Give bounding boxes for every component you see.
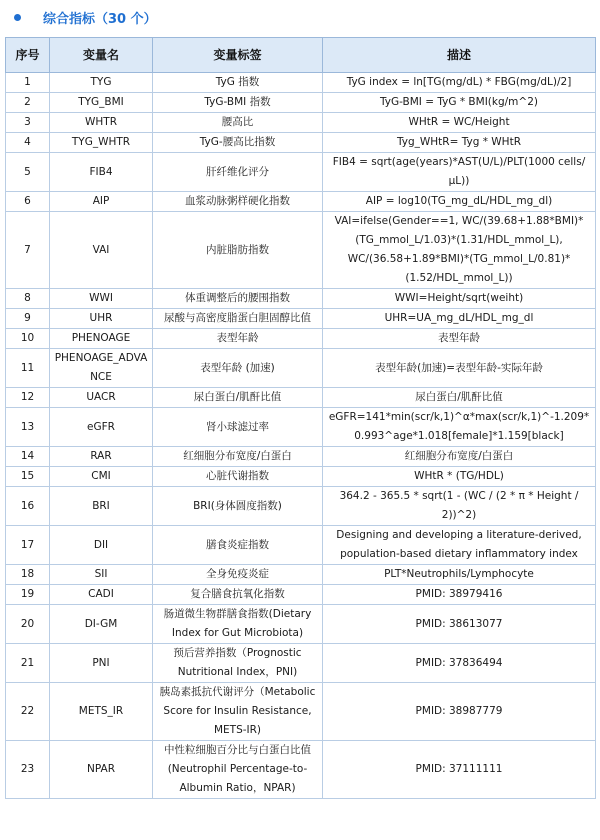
- column-header-description: 描述: [323, 38, 596, 73]
- table-row: [6, 73, 596, 93]
- variable-name: WWI: [50, 289, 153, 309]
- description: PMID: 37836494: [323, 644, 596, 683]
- description: PMID: 38987779: [323, 683, 596, 741]
- variable-name: RAR: [50, 447, 153, 467]
- variable-name: PHENOAGE: [50, 329, 153, 349]
- table-row: [6, 133, 596, 153]
- row-number: 12: [6, 388, 50, 408]
- table-row: [6, 644, 596, 683]
- description: AIP = log10(TG_mg_dL/HDL_mg_dl): [323, 192, 596, 212]
- variable-label: BRI(身体圆度指数): [153, 487, 323, 526]
- row-number: 17: [6, 526, 50, 565]
- variable-label: TyG-BMI 指数: [153, 93, 323, 113]
- description: 表型年龄: [323, 329, 596, 349]
- table-row: [6, 113, 596, 133]
- column-header-variable: 变量名: [50, 38, 153, 73]
- table-row: [6, 408, 596, 447]
- variable-label: 复合膳食抗氧化指数: [153, 585, 323, 605]
- row-number: 22: [6, 683, 50, 741]
- variable-label: 中性粒细胞百分比与白蛋白比值(Neutrophil Percentage-to-Albumin Ratio，NPAR): [153, 741, 323, 799]
- row-number: 1: [6, 73, 50, 93]
- description: Designing and developing a literature-derived, population-based dietary inflammatory index: [323, 526, 596, 565]
- variable-label: 肝纤维化评分: [153, 153, 323, 192]
- variable-name: CMI: [50, 467, 153, 487]
- row-number: 14: [6, 447, 50, 467]
- variable-name: TYG_BMI: [50, 93, 153, 113]
- variable-name: NPAR: [50, 741, 153, 799]
- variable-label: 膳食炎症指数: [153, 526, 323, 565]
- description: PLT*Neutrophils/Lymphocyte: [323, 565, 596, 585]
- table-row: [6, 212, 596, 289]
- variable-name: SII: [50, 565, 153, 585]
- row-number: 23: [6, 741, 50, 799]
- table-row: [6, 605, 596, 644]
- table-row: [6, 309, 596, 329]
- variable-name: DII: [50, 526, 153, 565]
- description: eGFR=141*min(scr/k,1)^α*max(scr/k,1)^-1.209*0.993^age*1.018[female]*1.159[black]: [323, 408, 596, 447]
- row-number: 13: [6, 408, 50, 447]
- row-number: 3: [6, 113, 50, 133]
- row-number: 20: [6, 605, 50, 644]
- section-title: 综合指标（30 个）: [43, 11, 157, 27]
- row-number: 16: [6, 487, 50, 526]
- variable-label: 体重调整后的腰围指数: [153, 289, 323, 309]
- description: PMID: 38979416: [323, 585, 596, 605]
- column-header-label: 变量标签: [153, 38, 323, 73]
- table-row: [6, 565, 596, 585]
- table-row: [6, 329, 596, 349]
- variable-label: TyG 指数: [153, 73, 323, 93]
- table-row: [6, 388, 596, 408]
- variable-label: 肠道微生物群膳食指数(Dietary Index for Gut Microbiota): [153, 605, 323, 644]
- table-row: [6, 93, 596, 113]
- row-number: 21: [6, 644, 50, 683]
- table-row: [6, 741, 596, 799]
- variable-label: 胰岛素抵抗代谢评分（Metabolic Score for Insulin Resistance, METS-IR): [153, 683, 323, 741]
- description: PMID: 38613077: [323, 605, 596, 644]
- variable-name: FIB4: [50, 153, 153, 192]
- description: Tyg_WHtR= Tyg * WHtR: [323, 133, 596, 153]
- variable-name: BRI: [50, 487, 153, 526]
- table-row: [6, 289, 596, 309]
- table-row: [6, 447, 596, 467]
- variable-label: 血浆动脉粥样硬化指数: [153, 192, 323, 212]
- variable-label: 预后营养指数（Prognostic Nutritional Index，PNI): [153, 644, 323, 683]
- variable-name: AIP: [50, 192, 153, 212]
- variable-label: 肾小球滤过率: [153, 408, 323, 447]
- row-number: 7: [6, 212, 50, 289]
- table-row: [6, 526, 596, 565]
- variable-label: 内脏脂肪指数: [153, 212, 323, 289]
- row-number: 19: [6, 585, 50, 605]
- table-header-row: [6, 38, 596, 73]
- variable-name: TYG: [50, 73, 153, 93]
- variable-label: 心脏代谢指数: [153, 467, 323, 487]
- variable-name: eGFR: [50, 408, 153, 447]
- variable-label: 表型年龄 (加速): [153, 349, 323, 388]
- variable-label: 尿酸与高密度脂蛋白胆固醇比值: [153, 309, 323, 329]
- variable-name: CADI: [50, 585, 153, 605]
- column-header-no: 序号: [6, 38, 50, 73]
- description: UHR=UA_mg_dL/HDL_mg_dl: [323, 309, 596, 329]
- row-number: 11: [6, 349, 50, 388]
- description: 表型年龄(加速)=表型年龄-实际年龄: [323, 349, 596, 388]
- row-number: 18: [6, 565, 50, 585]
- variable-name: UHR: [50, 309, 153, 329]
- description: TyG-BMI = TyG * BMI(kg/m^2): [323, 93, 596, 113]
- table-row: [6, 349, 596, 388]
- row-number: 9: [6, 309, 50, 329]
- table-row: [6, 683, 596, 741]
- description: 364.2 - 365.5 * sqrt(1 - (WC / (2 * π * Height / 2))^2): [323, 487, 596, 526]
- variable-name: TYG_WHTR: [50, 133, 153, 153]
- variable-name: WHTR: [50, 113, 153, 133]
- variable-name: METS_IR: [50, 683, 153, 741]
- table-row: [6, 192, 596, 212]
- variable-name: PHENOAGE_ADVANCE: [50, 349, 153, 388]
- table-row: [6, 487, 596, 526]
- description: PMID: 37111111: [323, 741, 596, 799]
- row-number: 2: [6, 93, 50, 113]
- description: 红细胞分布宽度/白蛋白: [323, 447, 596, 467]
- table-row: [6, 153, 596, 192]
- variable-name: PNI: [50, 644, 153, 683]
- row-number: 10: [6, 329, 50, 349]
- variable-label: TyG-腰高比指数: [153, 133, 323, 153]
- indicator-table: [5, 37, 596, 799]
- description: FIB4 = sqrt(age(years)*AST(U/L)/PLT(1000 cells/µL)): [323, 153, 596, 192]
- description: TyG index = ln[TG(mg/dL) * FBG(mg/dL)/2]: [323, 73, 596, 93]
- description: VAI=ifelse(Gender==1, WC/(39.68+1.88*BMI)*(TG_mmol_L/1.03)*(1.31/HDL_mmol_L), WC/(36.58+1.89*BMI)*(TG_mmol_L/0.81)*(1.52/HDL_mmol_L)): [323, 212, 596, 289]
- variable-label: 尿白蛋白/肌酐比值: [153, 388, 323, 408]
- variable-label: 全身免疫炎症: [153, 565, 323, 585]
- description: WHtR * (TG/HDL): [323, 467, 596, 487]
- section-header: [10, 6, 157, 28]
- row-number: 6: [6, 192, 50, 212]
- variable-label: 腰高比: [153, 113, 323, 133]
- description: WHtR = WC/Height: [323, 113, 596, 133]
- row-number: 4: [6, 133, 50, 153]
- row-number: 8: [6, 289, 50, 309]
- variable-label: 红细胞分布宽度/白蛋白: [153, 447, 323, 467]
- table-row: [6, 467, 596, 487]
- variable-name: DI-GM: [50, 605, 153, 644]
- bullet-icon: [14, 14, 21, 21]
- table-row: [6, 585, 596, 605]
- variable-name: UACR: [50, 388, 153, 408]
- variable-label: 表型年龄: [153, 329, 323, 349]
- row-number: 15: [6, 467, 50, 487]
- row-number: 5: [6, 153, 50, 192]
- description: WWI=Height/sqrt(weiht): [323, 289, 596, 309]
- description: 尿白蛋白/肌酐比值: [323, 388, 596, 408]
- variable-name: VAI: [50, 212, 153, 289]
